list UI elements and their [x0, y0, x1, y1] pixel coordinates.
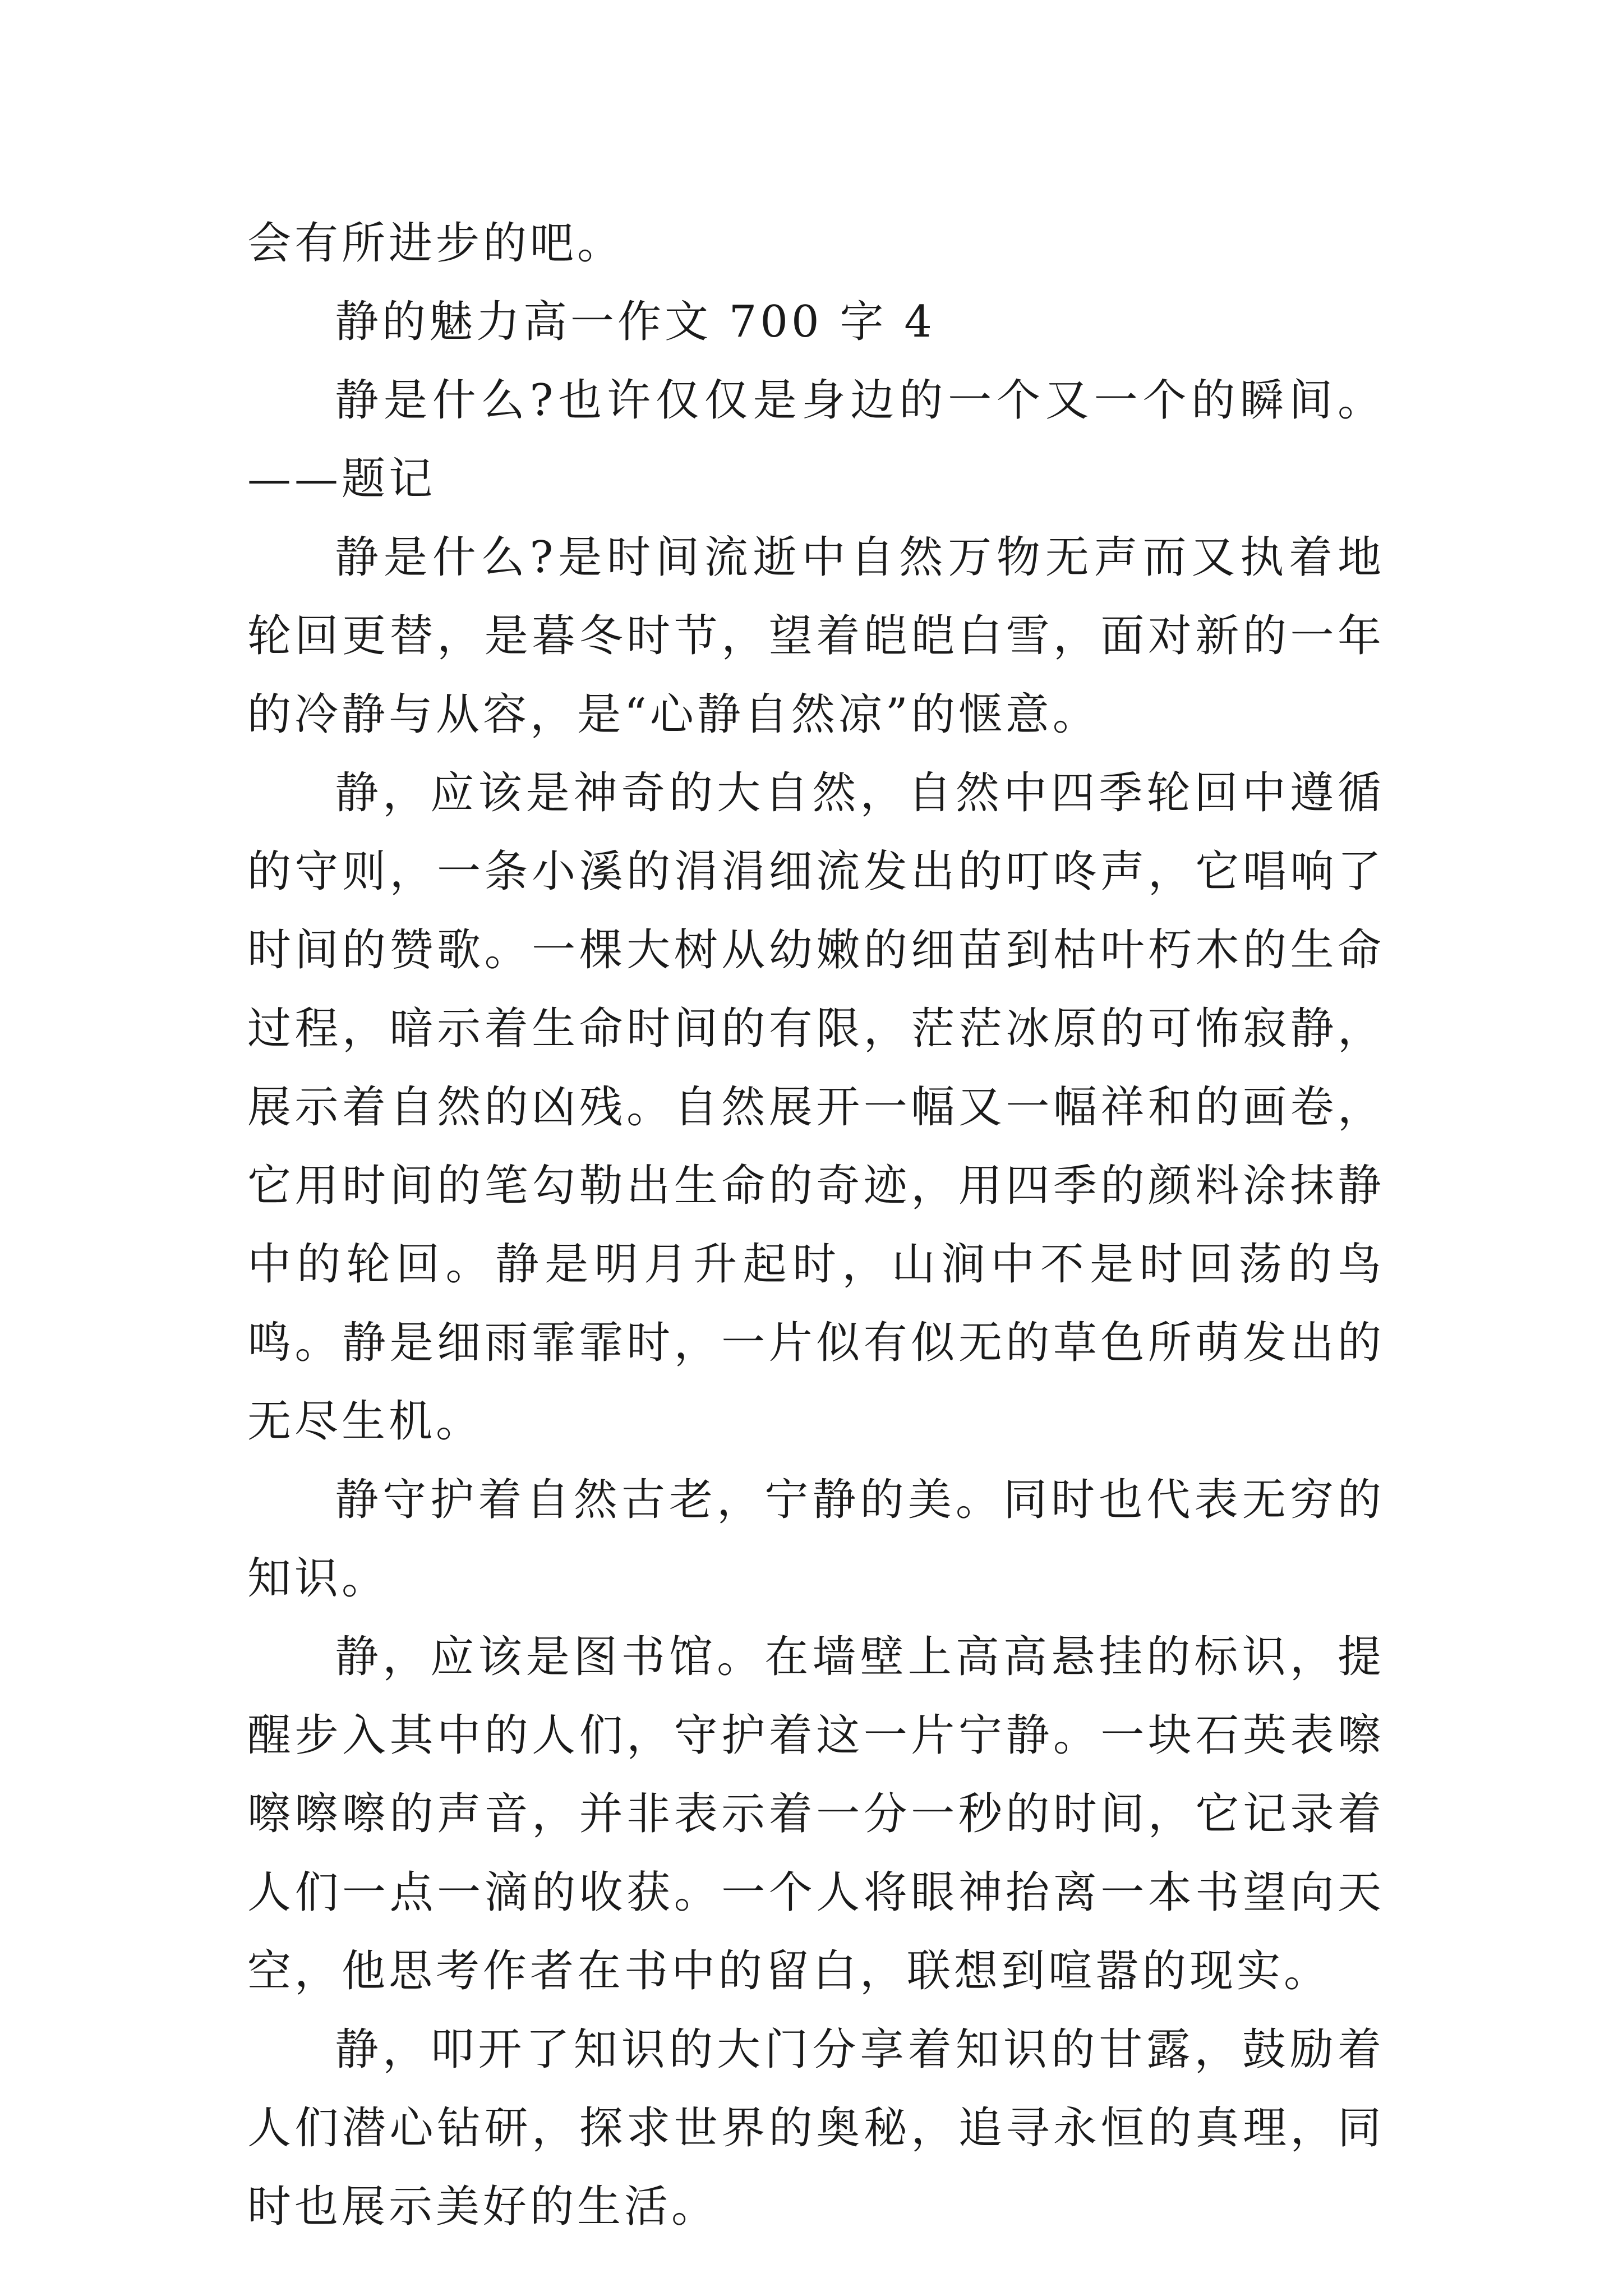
paragraph: 静，应该是神奇的大自然，自然中四季轮回中遵循的守则，一条小溪的涓涓细流发出的叮咚声，它唱响了时间的赞歌。一棵大树从幼嫩的细苗到枯叶朽木的生命过程，暗示着生命时间的有限，茫茫冰原的可怖寂静，展示着自然的凶残。自然展开一幅又一幅祥和的画卷，它用时间的笔勾勒出生命的奇迹，用四季的颜料涂抹静中的轮回。静是明月升起时，山涧中不是时回荡的鸟鸣。静是细雨霏霏时，一片似有似无的草色所萌发出的无尽生机。 [247, 768, 1385, 1447]
paragraph: 静，应该是图书馆。在墙壁上高高悬挂的标识，提醒步入其中的人们，守护着这一片宁静。一块石英表嚓嚓嚓嚓的声音，并非表示着一分一秒的时间，它记录着人们一点一滴的收获。一个人将眼神抬离一本书望向天空，他思考作者在书中的留白，联想到喧嚣的现实。 [247, 1632, 1385, 1996]
essay-title: 静的魅力高一作文 700 字 4 [335, 297, 935, 347]
document-body [247, 204, 1385, 2246]
paragraph: 静守护着自然古老，宁静的美。同时也代表无穷的知识。 [247, 1475, 1385, 1604]
paragraph-epigraph: 静是什么?也许仅仅是身边的一个又一个的瞬间。——题记 [247, 375, 1385, 504]
paragraph-continuation: 会有所进步的吧。 [247, 218, 625, 269]
paragraph: 静是什么?是时间流逝中自然万物无声而又执着地轮回更替，是暮冬时节，望着皑皑白雪，面对新的一年的冷静与从容，是“心静自然凉”的惬意。 [247, 532, 1385, 740]
paragraph: 静，叩开了知识的大门分享着知识的甘露，鼓励着人们潜心钻研，探求世界的奥秘，追寻永恒的真理，同时也展示美好的生活。 [247, 2024, 1385, 2232]
